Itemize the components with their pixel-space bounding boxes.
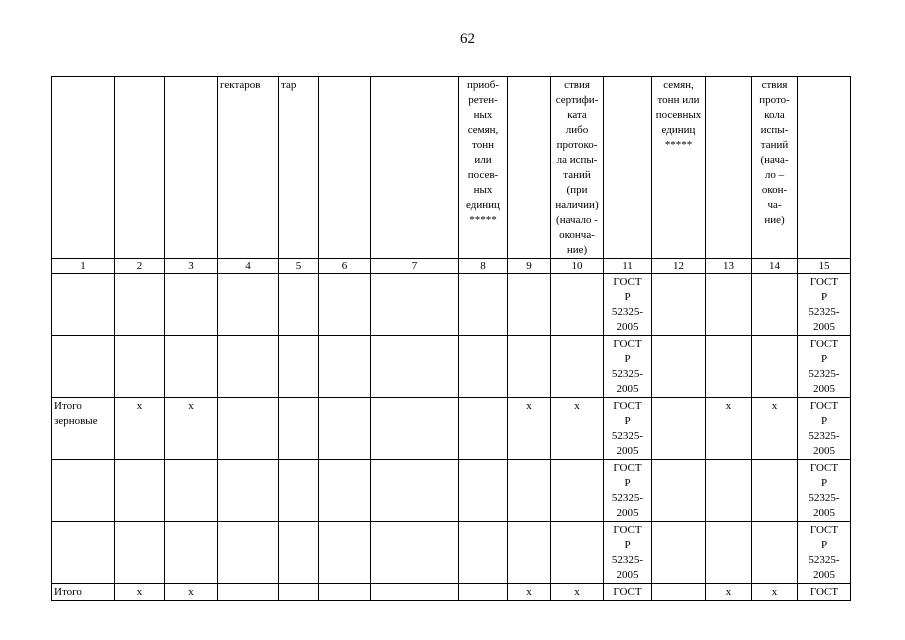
table-cell-col-7 (371, 522, 459, 584)
table-row (52, 584, 851, 601)
table-cell-col-5 (279, 398, 319, 460)
table-cell-col-8 (459, 522, 508, 584)
column-number: 9 (508, 259, 551, 274)
table-cell-col-2 (115, 522, 165, 584)
header-cell-9 (508, 77, 551, 259)
table-cell-col-13 (706, 274, 752, 336)
table-cell-col-2 (115, 274, 165, 336)
table-cell-col-15: ГОСТ Р 52325- 2005 (798, 522, 851, 584)
table-cell-col-8 (459, 398, 508, 460)
table-cell-col-7 (371, 274, 459, 336)
table-cell-col-10 (551, 460, 604, 522)
table-cell-col-6 (319, 336, 371, 398)
column-number: 13 (706, 259, 752, 274)
table-cell-col-4 (218, 274, 279, 336)
table-cell-col-6 (319, 522, 371, 584)
table-cell-col-11: ГОСТ Р 52325- 2005 (604, 398, 652, 460)
column-number: 2 (115, 259, 165, 274)
table-cell-col-4 (218, 522, 279, 584)
column-number: 4 (218, 259, 279, 274)
header-cell-2 (115, 77, 165, 259)
header-cell-4: гектаров (218, 77, 279, 259)
table-cell-col-13 (706, 522, 752, 584)
table-cell-col-14 (752, 274, 798, 336)
table-cell-col-12 (652, 336, 706, 398)
table-cell-col-7 (371, 460, 459, 522)
table-cell-col-5 (279, 460, 319, 522)
table-cell-col-2: x (115, 584, 165, 601)
table-cell-col-1 (52, 522, 115, 584)
table-cell-col-3 (165, 336, 218, 398)
table-cell-col-3: x (165, 398, 218, 460)
table-cell-col-5 (279, 274, 319, 336)
table-cell-col-2 (115, 460, 165, 522)
table-cell-col-10: x (551, 584, 604, 601)
table-cell-col-13 (706, 460, 752, 522)
column-number: 5 (279, 259, 319, 274)
table-cell-col-3 (165, 522, 218, 584)
table-cell-col-4 (218, 398, 279, 460)
table-cell-col-3 (165, 460, 218, 522)
table-row (52, 460, 851, 522)
table-cell-col-9 (508, 522, 551, 584)
table-cell-col-11: ГОСТ (604, 584, 652, 601)
table-cell-col-13: x (706, 398, 752, 460)
header-cell-11 (604, 77, 652, 259)
header-cell-15 (798, 77, 851, 259)
column-number: 1 (52, 259, 115, 274)
table-cell-col-15: ГОСТ (798, 584, 851, 601)
header-cell-1 (52, 77, 115, 259)
table-cell-col-9 (508, 460, 551, 522)
table-cell-col-8 (459, 460, 508, 522)
table-cell-col-9 (508, 336, 551, 398)
table-cell-col-7 (371, 584, 459, 601)
table-row (52, 274, 851, 336)
table-row (52, 522, 851, 584)
table-cell-col-1 (52, 336, 115, 398)
page-number: 62 (460, 31, 475, 47)
table-cell-col-11: ГОСТ Р 52325- 2005 (604, 522, 652, 584)
seed-table (51, 76, 851, 601)
column-number: 11 (604, 259, 652, 274)
table-row (52, 336, 851, 398)
table-cell-col-10: x (551, 398, 604, 460)
table-cell-col-15: ГОСТ Р 52325- 2005 (798, 398, 851, 460)
table-cell-col-12 (652, 274, 706, 336)
header-cell-6 (319, 77, 371, 259)
table-cell-col-9: x (508, 584, 551, 601)
table-cell-col-4 (218, 336, 279, 398)
table-cell-col-9: x (508, 398, 551, 460)
table-row (52, 398, 851, 460)
table-cell-col-4 (218, 584, 279, 601)
table-cell-col-7 (371, 336, 459, 398)
table-cell-col-14 (752, 522, 798, 584)
table-cell-col-9 (508, 274, 551, 336)
table-cell-col-2 (115, 336, 165, 398)
table-cell-col-14 (752, 460, 798, 522)
table-cell-col-15: ГОСТ Р 52325- 2005 (798, 460, 851, 522)
table-cell-col-6 (319, 460, 371, 522)
table-cell-col-10 (551, 336, 604, 398)
column-number: 14 (752, 259, 798, 274)
header-cell-3 (165, 77, 218, 259)
table-cell-col-11: ГОСТ Р 52325- 2005 (604, 460, 652, 522)
table-cell-col-1 (52, 274, 115, 336)
table-cell-col-10 (551, 522, 604, 584)
table-cell-col-5 (279, 336, 319, 398)
column-number: 8 (459, 259, 508, 274)
header-cell-7 (371, 77, 459, 259)
table-cell-col-7 (371, 398, 459, 460)
column-number: 15 (798, 259, 851, 274)
table-cell-col-8 (459, 336, 508, 398)
header-cell-8: приоб- ретен- ных семян, тонн или посев- ных единиц ***** (459, 77, 508, 259)
column-number: 12 (652, 259, 706, 274)
column-number: 10 (551, 259, 604, 274)
table-cell-col-1: Итого (52, 584, 115, 601)
header-cell-10: ствия сертифи- ката либо протоко- ла испы- таний (при наличии) (начало - оконча- ние) (551, 77, 604, 259)
column-number: 3 (165, 259, 218, 274)
table-cell-col-2: x (115, 398, 165, 460)
table-cell-col-4 (218, 460, 279, 522)
table-cell-col-15: ГОСТ Р 52325- 2005 (798, 336, 851, 398)
column-number-row (52, 259, 851, 274)
table-cell-col-6 (319, 398, 371, 460)
table-cell-col-14: x (752, 398, 798, 460)
column-number: 6 (319, 259, 371, 274)
table-cell-col-13 (706, 336, 752, 398)
table-cell-col-11: ГОСТ Р 52325- 2005 (604, 336, 652, 398)
table-cell-col-12 (652, 460, 706, 522)
table-cell-col-12 (652, 584, 706, 601)
table-cell-col-8 (459, 584, 508, 601)
table-cell-col-1: Итого зерновые (52, 398, 115, 460)
table-cell-col-12 (652, 398, 706, 460)
table-cell-col-1 (52, 460, 115, 522)
table-cell-col-15: ГОСТ Р 52325- 2005 (798, 274, 851, 336)
table-cell-col-5 (279, 522, 319, 584)
table-cell-col-5 (279, 584, 319, 601)
table-cell-col-6 (319, 584, 371, 601)
table-cell-col-11: ГОСТ Р 52325- 2005 (604, 274, 652, 336)
table-cell-col-3: x (165, 584, 218, 601)
table-cell-col-14: x (752, 584, 798, 601)
table-cell-col-10 (551, 274, 604, 336)
table-cell-col-13: x (706, 584, 752, 601)
table-cell-col-8 (459, 274, 508, 336)
column-number: 7 (371, 259, 459, 274)
header-row (52, 77, 851, 259)
table-cell-col-3 (165, 274, 218, 336)
table-body (52, 274, 851, 601)
header-cell-14: ствия прото- кола испы- таний (нача- ло – окон- ча- ние) (752, 77, 798, 259)
header-cell-5: тар (279, 77, 319, 259)
header-cell-13 (706, 77, 752, 259)
table-cell-col-6 (319, 274, 371, 336)
table-cell-col-12 (652, 522, 706, 584)
header-cell-12: семян, тонн или посевных единиц ***** (652, 77, 706, 259)
table-cell-col-14 (752, 336, 798, 398)
